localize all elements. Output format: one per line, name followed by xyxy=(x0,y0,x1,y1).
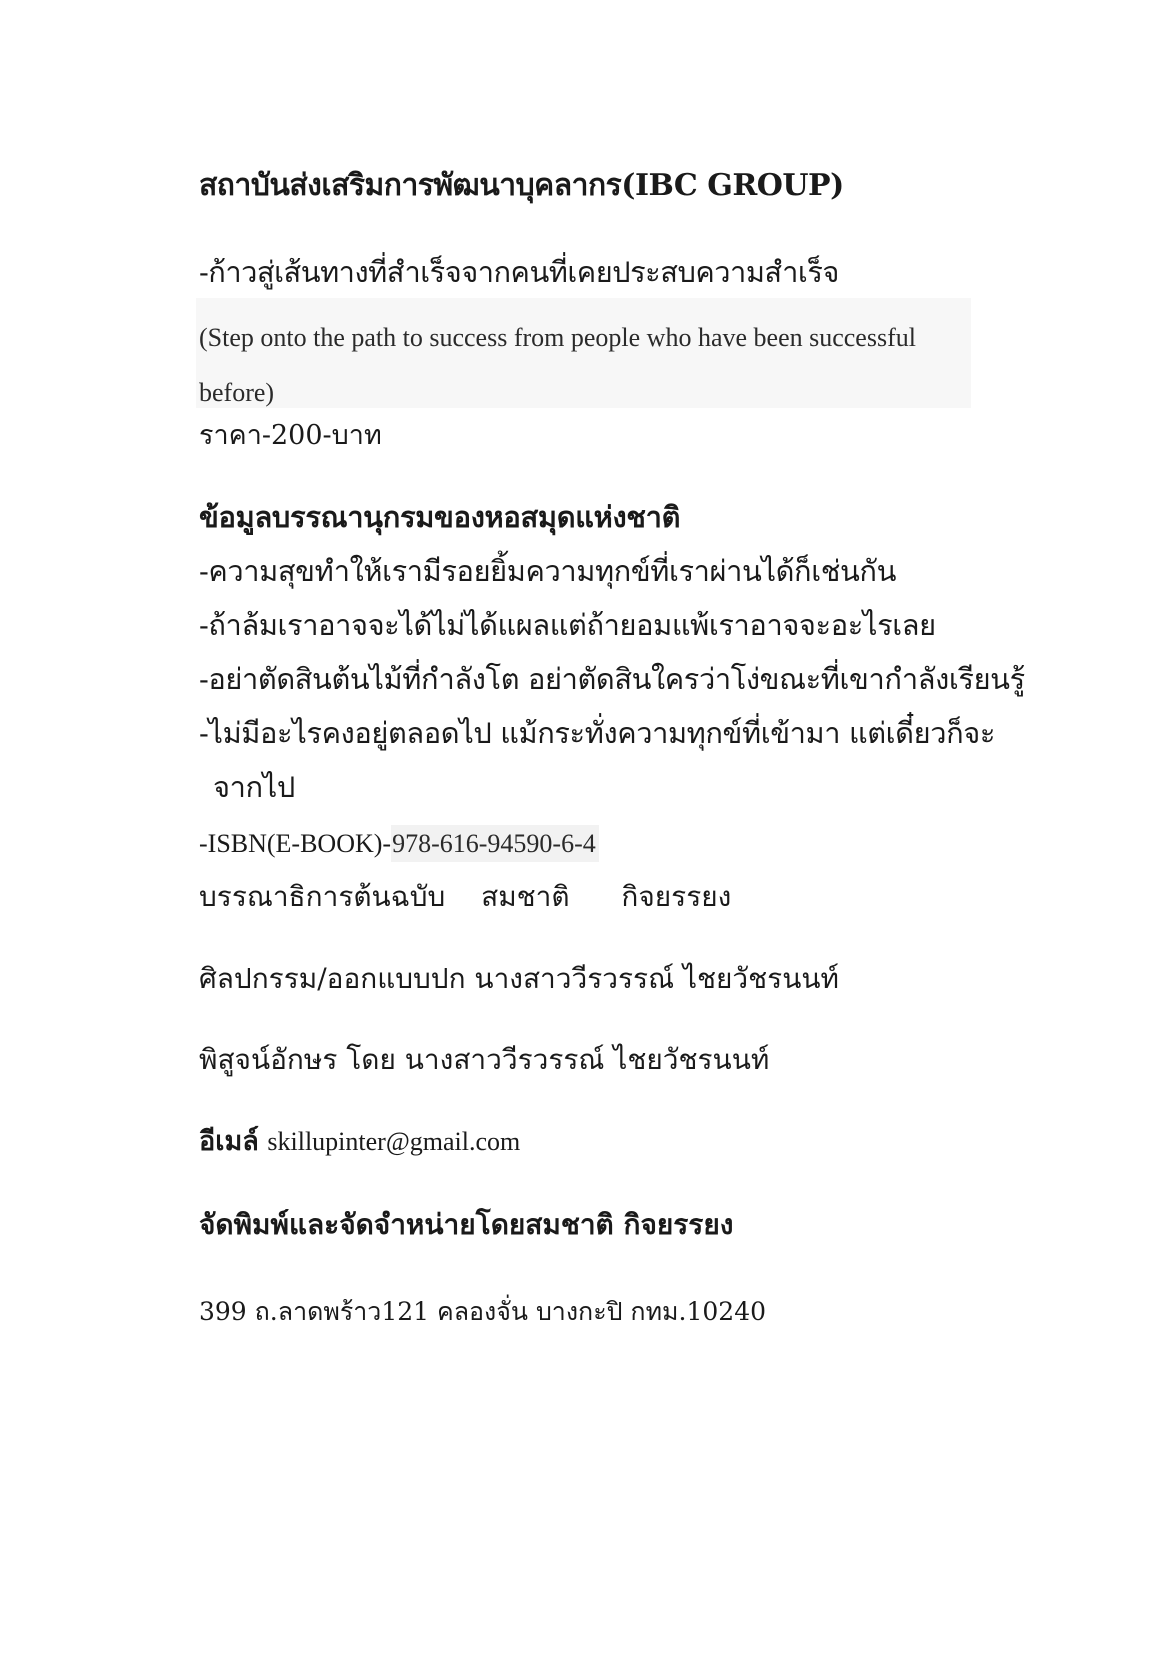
page-title: สถาบันส่งเสริมการพัฒนาบุคลากร(IBC GROUP) xyxy=(199,168,844,203)
isbn-number: 978-616-94590-6-4 xyxy=(391,825,599,862)
catalog-heading: ข้อมูลบรรณานุกรมของหอสมุดแห่งชาติ xyxy=(199,500,681,534)
quote-line-continuation: จากไป xyxy=(213,770,295,804)
quote-line: -ความสุขทำให้เรามีรอยยิ้มความทุกข์ที่เราผ่านได้ก็เช่นกัน xyxy=(199,554,897,588)
publisher-address: 399 ถ.ลาดพร้าว121 คลองจั่น บางกะปิ กทม.10240 xyxy=(199,1297,767,1326)
editor-first-name: สมชาติ xyxy=(481,880,570,913)
art-credit: ศิลปกรรม/ออกแบบปก นางสาววีรวรรณ์ ไชยวัชรนนท์ xyxy=(199,962,839,995)
email-address[interactable]: skillupinter@gmail.com xyxy=(267,1127,521,1156)
quote-line: -ถ้าล้มเราอาจจะได้ไม่ได้แผลแต่ถ้ายอมแพ้เราอาจจะอะไรเลย xyxy=(199,608,936,642)
email-label: อีเมล์ xyxy=(199,1126,259,1157)
isbn-label: -ISBN(E-BOOK)- xyxy=(199,829,392,858)
editor-credit xyxy=(199,880,731,914)
quote-line: -อย่าตัดสินต้นไม้ที่กำลังโต อย่าตัดสินใครว่าโง่ขณะที่เขากำลังเรียนรู้ xyxy=(199,662,1025,696)
editor-last-name: กิจยรรยง xyxy=(621,880,732,913)
publisher-credit: จัดพิมพ์และจัดจำหน่ายโดยสมชาติ กิจยรรยง xyxy=(199,1208,734,1241)
book-slogan: -ก้าวสู่เส้นทางที่สำเร็จจากคนที่เคยประสบความสำเร็จ xyxy=(199,255,839,289)
email-line xyxy=(199,1126,520,1158)
slogan-translation: (Step onto the path to success from people who have been successful before) xyxy=(199,323,916,407)
editor-label: บรรณาธิการต้นฉบับ xyxy=(199,880,446,913)
book-price: ราคา-200-บาท xyxy=(199,420,382,451)
quote-line: -ไม่มีอะไรคงอยู่ตลอดไป แม้กระทั่งความทุกข์ที่เข้ามา แต่เดี๋ยวก็จะ xyxy=(199,716,996,750)
isbn-line xyxy=(199,828,599,859)
proofreader-credit: พิสูจน์อักษร โดย นางสาววีรวรรณ์ ไชยวัชรนนท์ xyxy=(199,1043,770,1076)
